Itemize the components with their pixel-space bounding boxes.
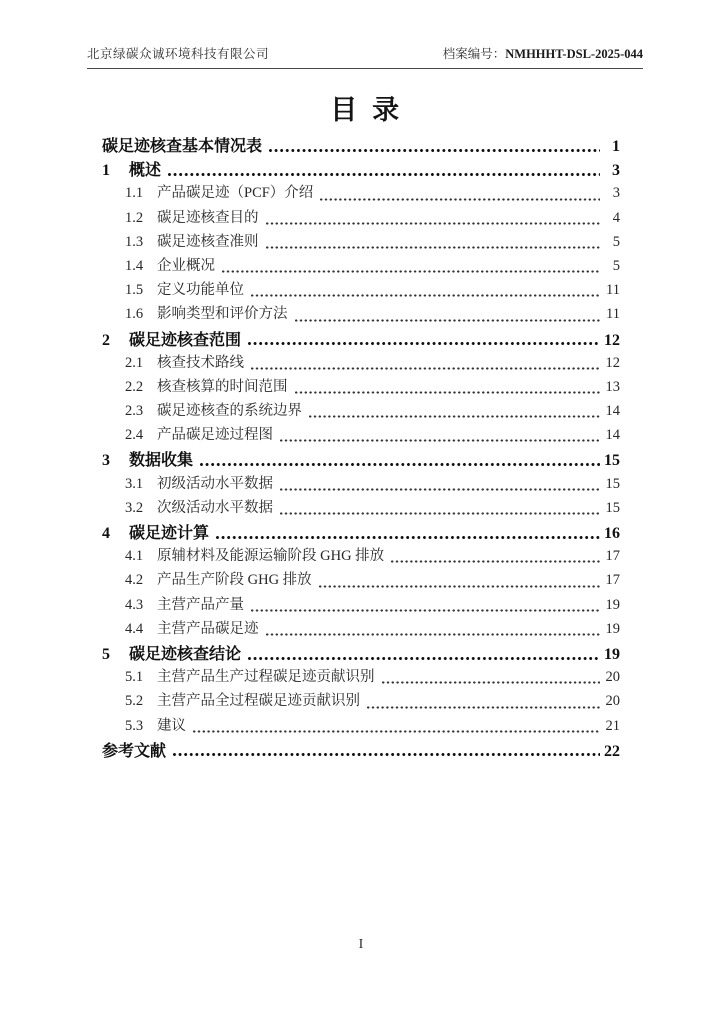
- toc-entry-title: 建议: [157, 717, 186, 734]
- toc-entry-title: 定义功能单位: [157, 282, 244, 299]
- toc-entry-page: 20: [605, 669, 620, 686]
- toc-entry[interactable]: [102, 665, 620, 689]
- toc-entry-number: 4.3: [125, 596, 144, 613]
- toc-entry-page: 15: [605, 475, 620, 492]
- toc-leader-dots: [214, 520, 600, 544]
- toc-entry-page: 17: [605, 548, 620, 565]
- toc-entry[interactable]: [102, 327, 620, 351]
- toc-entry-number: 2.1: [125, 354, 144, 371]
- toc-leader-dots: [380, 665, 601, 689]
- toc-list: [102, 133, 620, 762]
- toc-entry-page: 14: [605, 403, 620, 420]
- toc-entry[interactable]: [102, 278, 620, 302]
- toc-entry-title: 产品碳足迹（PCF）介绍: [157, 185, 314, 202]
- toc-entry[interactable]: [102, 181, 620, 205]
- page-footer: [102, 937, 620, 953]
- toc-entry-number: 4.4: [125, 620, 144, 637]
- toc-entry-title: 产品生产阶段 GHG 排放: [157, 572, 312, 589]
- toc-entry-title: 碳足迹核查范围: [129, 331, 242, 349]
- toc-entry-title: 碳足迹核查结论: [129, 645, 242, 663]
- toc-leader-dots: [318, 181, 600, 205]
- toc-leader-dots: [264, 206, 601, 230]
- toc-entry-title: 企业概况: [157, 257, 215, 274]
- toc-entry[interactable]: [102, 302, 620, 326]
- toc-entry-number: 4.2: [125, 572, 144, 589]
- toc-leader-dots: [278, 472, 600, 496]
- toc-entry-title: 数据收集: [129, 452, 194, 470]
- toc-entry-page: 15: [605, 499, 620, 516]
- toc-entry[interactable]: [102, 568, 620, 592]
- toc-entry-number: 5: [102, 645, 110, 663]
- toc-entry-title: 核查技术路线: [157, 354, 244, 371]
- toc-leader-dots: [264, 617, 601, 641]
- toc-entry[interactable]: [102, 206, 620, 230]
- toc-entry-page: 1: [612, 138, 620, 155]
- toc-entry-page: 12: [605, 354, 620, 371]
- toc-leader-dots: [389, 544, 600, 568]
- toc-entry-number: 1.4: [125, 257, 144, 274]
- toc-leader-dots: [267, 133, 600, 157]
- toc-entry-page: 5: [612, 233, 620, 250]
- toc-entry-page: 20: [605, 693, 620, 710]
- toc-entry-page: 13: [605, 378, 620, 395]
- toc-entry[interactable]: [102, 496, 620, 520]
- toc-entry-title: 碳足迹计算: [129, 525, 210, 542]
- toc-entry[interactable]: [102, 133, 620, 157]
- toc-leader-dots: [198, 447, 600, 471]
- toc-entry-number: 2.3: [125, 403, 144, 420]
- toc-entry-page: 3: [612, 185, 620, 202]
- toc-entry-page: 19: [605, 596, 620, 613]
- toc-entry-number: 1.3: [125, 233, 144, 250]
- toc-entry-page: 4: [612, 209, 620, 226]
- toc-entry[interactable]: [102, 157, 620, 181]
- toc-entry-number: 2.4: [125, 427, 144, 444]
- toc-entry[interactable]: [102, 593, 620, 617]
- toc-entry[interactable]: [102, 617, 620, 641]
- toc-entry[interactable]: [102, 375, 620, 399]
- toc-entry-page: 21: [605, 717, 620, 734]
- toc-leader-dots: [171, 738, 600, 762]
- toc-entry-number: 1.6: [125, 306, 144, 323]
- toc-entry[interactable]: [102, 351, 620, 375]
- toc-leader-dots: [220, 254, 600, 278]
- toc-entry-number: 5.2: [125, 693, 144, 710]
- toc-entry-title: 碳足迹核查基本情况表: [102, 138, 263, 155]
- toc-entry-number: 5.3: [125, 717, 144, 734]
- toc-entry-page: 11: [606, 282, 620, 299]
- toc-entry-title: 原辅材料及能源运输阶段 GHG 排放: [157, 548, 385, 565]
- toc-leader-dots: [249, 351, 600, 375]
- toc-entry[interactable]: [102, 714, 620, 738]
- toc-entry-title: 主营产品全过程碳足迹贡献识别: [157, 693, 360, 710]
- toc-entry-page: 22: [604, 742, 620, 760]
- toc-entry-title: 影响类型和评价方法: [157, 306, 288, 323]
- toc-entry-number: 3: [102, 452, 110, 470]
- file-number-label: 档案编号：: [442, 47, 506, 61]
- toc-leader-dots: [246, 327, 600, 351]
- toc-entry-page: 19: [604, 645, 620, 663]
- toc-leader-dots: [166, 157, 600, 181]
- toc-entry-title: 初级活动水平数据: [157, 475, 273, 492]
- toc-entry-number: 1: [102, 162, 110, 180]
- toc-leader-dots: [246, 641, 600, 665]
- toc-entry-page: 12: [604, 331, 620, 349]
- toc-entry-page: 17: [605, 572, 620, 589]
- toc-entry-page: 3: [612, 162, 620, 180]
- toc-leader-dots: [249, 593, 600, 617]
- toc-entry-page: 11: [606, 306, 620, 323]
- toc-page-title: 目录: [330, 95, 414, 125]
- toc-entry[interactable]: [102, 447, 620, 471]
- page-header: [87, 44, 643, 69]
- toc-leader-dots: [307, 399, 600, 423]
- toc-leader-dots: [293, 375, 601, 399]
- header-company-name: 北京绿碳众诚环境科技有限公司: [87, 47, 270, 61]
- toc-entry-number: 5.1: [125, 669, 144, 686]
- toc-entry-number: 1.5: [125, 282, 144, 299]
- toc-entry-title: 概述: [129, 162, 162, 180]
- toc-entry-number: 1.2: [125, 209, 144, 226]
- toc-entry-title: 主营产品碳足迹: [157, 620, 259, 637]
- toc-entry-title: 核查核算的时间范围: [157, 378, 288, 395]
- toc-entry-number: 4: [102, 525, 110, 542]
- toc-entry[interactable]: [102, 641, 620, 665]
- file-number-value: NMHHHT-DSL-2025-044: [505, 47, 643, 61]
- toc-entry-page: 14: [605, 427, 620, 444]
- page-number: I: [358, 937, 364, 952]
- toc-leader-dots: [191, 714, 600, 738]
- toc-entry[interactable]: [102, 254, 620, 278]
- toc-leader-dots: [249, 278, 600, 302]
- toc-entry-number: 2: [102, 331, 110, 349]
- toc-entry-title: 碳足迹核查目的: [157, 209, 259, 226]
- toc-entry[interactable]: [102, 738, 620, 762]
- toc-entry-title: 参考文献: [102, 742, 167, 760]
- toc-entry-title: 碳足迹核查的系统边界: [157, 403, 302, 420]
- toc-entry-title: 主营产品产量: [157, 596, 244, 613]
- toc-entry[interactable]: [102, 399, 620, 423]
- toc-entry-page: 5: [612, 257, 620, 274]
- toc-leader-dots: [317, 568, 600, 592]
- toc-entry-page: 16: [604, 525, 620, 542]
- toc-entry[interactable]: [102, 230, 620, 254]
- toc-entry-title: 碳足迹核查准则: [157, 233, 259, 250]
- toc-leader-dots: [264, 230, 601, 254]
- toc-entry[interactable]: [102, 544, 620, 568]
- toc-entry-title: 次级活动水平数据: [157, 499, 273, 516]
- toc-entry-number: 2.2: [125, 378, 144, 395]
- toc-entry[interactable]: [102, 689, 620, 713]
- header-file-number: [443, 44, 643, 62]
- toc-leader-dots: [278, 496, 600, 520]
- toc-entry-number: 3.2: [125, 499, 144, 516]
- toc-leader-dots: [365, 689, 600, 713]
- toc-entry-page: 19: [605, 620, 620, 637]
- toc-entry[interactable]: [102, 472, 620, 496]
- toc-entry-page: 15: [604, 452, 620, 470]
- toc-entry-title: 主营产品生产过程碳足迹贡献识别: [157, 669, 375, 686]
- toc-entry[interactable]: [102, 423, 620, 447]
- toc-entry-number: 1.1: [125, 185, 144, 202]
- toc-entry-title: 产品碳足迹过程图: [157, 427, 273, 444]
- toc-entry-number: 3.1: [125, 475, 144, 492]
- toc-leader-dots: [278, 423, 600, 447]
- toc-entry-number: 4.1: [125, 548, 144, 565]
- toc-leader-dots: [293, 302, 601, 326]
- toc-entry[interactable]: [102, 520, 620, 544]
